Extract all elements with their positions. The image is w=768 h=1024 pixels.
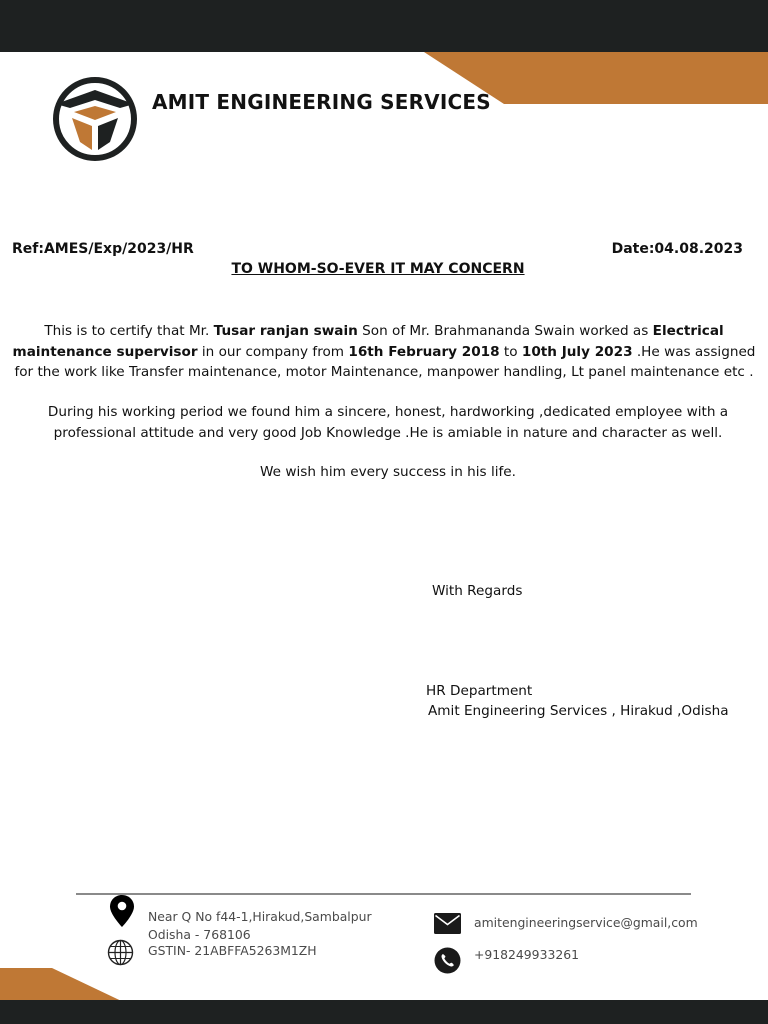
p1-text-5: .He was assigned for the work like Transfer maintenance, motor Maintenance, manpower handling, Lt panel maintenance etc .: [14, 343, 756, 380]
start-date: 16th February 2018: [348, 343, 500, 360]
contact-email[interactable]: amitengineeringservice@gmail,com: [474, 915, 698, 930]
p1-text-2: Son of Mr. Brahmananda Swain worked as: [357, 323, 653, 339]
signature-company: Amit Engineering Services , Hirakud ,Odisha: [428, 703, 729, 719]
signature-department: HR Department: [426, 683, 533, 699]
header-dark-band: [0, 0, 768, 52]
address-line-2: Odisha - 768106: [148, 927, 251, 942]
end-date: 10th July 2023: [521, 343, 633, 360]
letter-heading: TO WHOM-SO-EVER IT MAY CONCERN: [231, 261, 525, 277]
company-name: AMIT ENGINEERING SERVICES: [152, 90, 491, 114]
triangular-emblem-icon: [50, 76, 140, 162]
gstin-number: GSTIN- 21ABFFA5263M1ZH: [148, 943, 317, 958]
p1-text-3: in our company from: [197, 343, 349, 360]
address-line-1: Near Q No f44-1,Hirakud,Sambalpur: [148, 909, 372, 924]
employee-position: Electrical maintenance supervisor: [12, 323, 724, 360]
reference-number: Ref:AMES/Exp/2023/HR: [12, 241, 194, 257]
letter-date: Date:04.08.2023: [611, 241, 743, 257]
conduct-paragraph: During his working period we found him a sincere, honest, hardworking ,dedicated employee with a professional attitude and very good Job Knowledge .He is amiable in nature and character as well.: [47, 404, 729, 441]
phone-icon: [434, 947, 461, 974]
closing-regards: With Regards: [432, 583, 523, 599]
mail-icon: [434, 913, 461, 934]
contact-phone[interactable]: +918249933261: [474, 947, 579, 962]
certification-paragraph: [4, 321, 764, 383]
employee-name: Tusar ranjan swain: [213, 323, 358, 339]
globe-icon: [107, 939, 134, 966]
footer-divider: [76, 893, 691, 895]
p1-text-4: to: [499, 343, 522, 360]
wishes-paragraph: We wish him every success in his life.: [260, 464, 516, 480]
location-pin-icon: [108, 894, 136, 928]
footer-dark-band: [0, 1000, 768, 1024]
p1-text-1: This is to certify that Mr.: [44, 323, 214, 339]
